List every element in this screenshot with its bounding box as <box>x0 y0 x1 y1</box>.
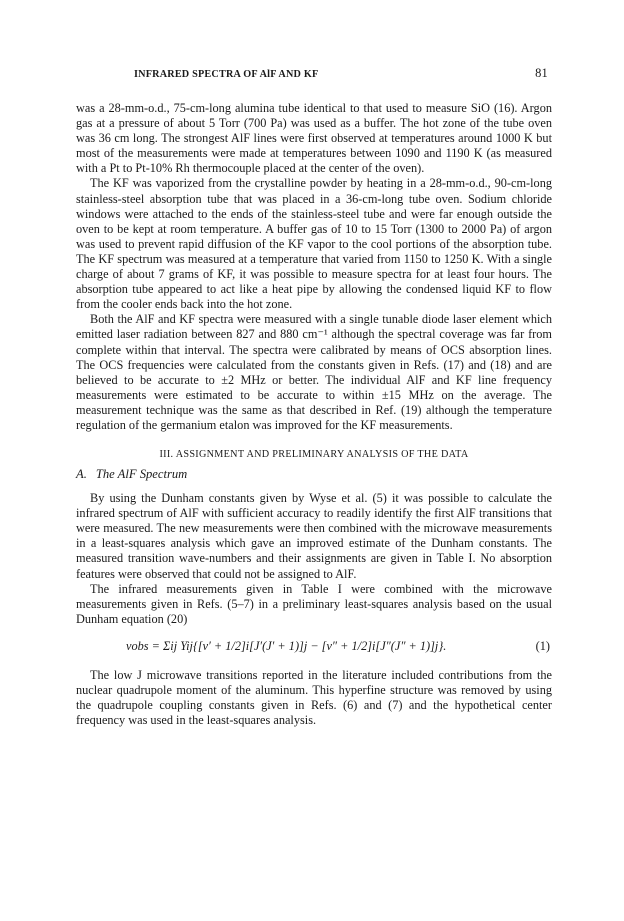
journal-page <box>76 66 552 728</box>
subsection-heading <box>76 467 552 482</box>
equation-number: (1) <box>535 638 550 653</box>
paragraph-diode-laser: Both the AlF and KF spectra were measured with a single tunable diode laser element which emitted laser radiation between 827 and 880 cm⁻¹ although the spectral coverage was far from complete within that interval. The spectra were calibrated by means of OCS absorption lines. The OCS frequencies were calculated from the constants given in Refs. (17) and (18) and are believed to be accurate to ±2 MHz or better. The individual AlF and KF line frequency measurements were estimated to be accurate to within ±15 MHz on the average. The measurement technique was the same as that described in Ref. (19) although the temperature regulation of the germanium etalon was improved for the KF measurements. <box>76 312 552 432</box>
section-heading: III. ASSIGNMENT AND PRELIMINARY ANALYSIS OF THE DATA <box>159 449 469 461</box>
running-title: INFRARED SPECTRA OF AlF AND KF <box>134 69 319 80</box>
running-header <box>134 66 548 81</box>
paragraph-hyperfine: The low J microwave transitions reported in the literature included contributions from the nuclear quadrupole moment of the aluminum. This hyperfine structure was removed by using the quadrupole coupling constants given in Refs. (6) and (7) and the hypothetical center frequency was used in the least-squares analysis. <box>76 667 552 728</box>
subsection-title: The AlF Spectrum <box>95 467 188 482</box>
dunham-equation <box>76 639 552 654</box>
equation-body: νobs = Σij Yij{[v′ + 1/2]i[J′(J′ + 1)]j − [v″ + 1/2]i[J″(J″ + 1)]j}. <box>126 638 447 653</box>
paragraph-kf-vaporization: The KF was vaporized from the crystalline powder by heating in a 28-mm-o.d., 90-cm-long stainless-steel absorption tube that was placed in a 36-cm-long tube oven. Sodium chloride windows were attached to the ends of the stainless-steel tube and were far enough outside the oven to be kept at room temperature. A buffer gas of 10 to 15 Torr (1300 to 2000 Pa) of argon was used to prevent rapid diffusion of the KF vapor to the cool portions of the absorption tube. The KF spectrum was measured at a temperature that varied from 1150 to 1250 K. With a single charge of about 7 grams of KF, it was possible to measure spectra for at least four hours. The absorption tube appeared to act like a heat pipe by allowing the condensed liquid KF to flow from the cooler ends back into the hot zone. <box>76 176 552 312</box>
subsection-letter: A. <box>76 467 87 482</box>
paragraph-least-squares: The infrared measurements given in Table I were combined with the microwave measurements given in Refs. (5–7) in a preliminary least-squares analysis based on the usual Dunham equation (20) <box>76 581 552 626</box>
page-number: 81 <box>535 66 548 80</box>
paragraph-dunham-constants: By using the Dunham constants given by Wyse et al. (5) it was possible to calculate the infrared spectrum of AlF with sufficient accuracy to readily identify the first AlF transitions that were measured. The new measurements were then combined with the microwave measurements in a least-squares analysis which gave an improved estimate of the Dunham constants. The measured transition wave-numbers and their assignments are given in Table I. No absorption features were observed that could not be assigned to AlF. <box>76 491 552 581</box>
paragraph-argon-buffer: was a 28-mm-o.d., 75-cm-long alumina tube identical to that used to measure SiO (16). Argon gas at a pressure of about 5 Torr (700 Pa) was used as a buffer. The hot zone of the tube oven was 36 cm long. The strongest AlF lines were first observed at temperatures around 1000 K but most of the measurements were made at temperatures between 1090 and 1190 K (as measured with a Pt to Pt-10% Rh thermocouple placed at the center of the oven). <box>76 101 552 176</box>
